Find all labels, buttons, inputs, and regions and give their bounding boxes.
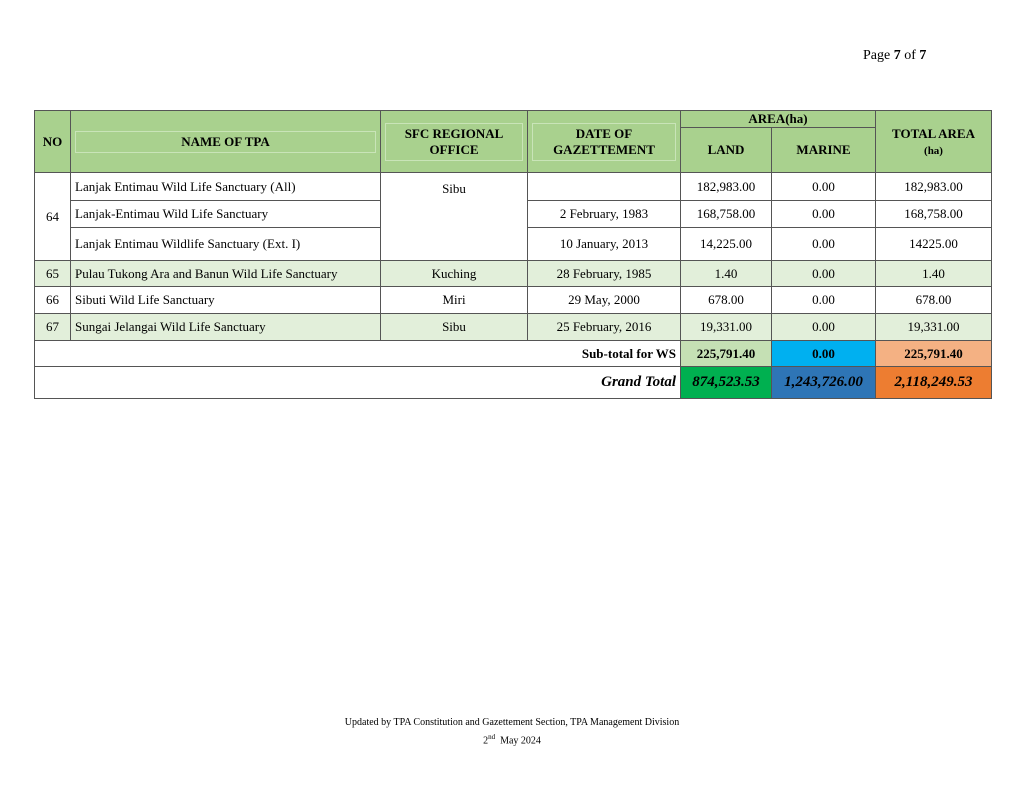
row-no: 66 — [35, 287, 71, 314]
row-total: 14225.00 — [876, 228, 992, 261]
row-total: 1.40 — [876, 261, 992, 287]
row-marine: 0.00 — [772, 261, 876, 287]
page-of: of — [904, 48, 916, 63]
row-date: 29 May, 2000 — [528, 287, 681, 314]
row-land: 182,983.00 — [681, 173, 772, 201]
subtotal-total: 225,791.40 — [876, 341, 992, 367]
header-no: NO — [35, 111, 71, 173]
row-marine: 0.00 — [772, 287, 876, 314]
subtotal-row — [35, 341, 992, 367]
footer — [0, 716, 1024, 748]
subtotal-label: Sub-total for WS — [35, 341, 681, 367]
row-office: Sibu — [381, 173, 528, 261]
row-office: Sibu — [381, 314, 528, 341]
page-label: Page — [863, 48, 891, 63]
row-name: Lanjak Entimau Wildlife Sanctuary (Ext. I) — [71, 228, 381, 261]
table-row — [35, 314, 992, 341]
row-date: 25 February, 2016 — [528, 314, 681, 341]
grand-total-total: 2,118,249.53 — [876, 367, 992, 399]
row-total: 168,758.00 — [876, 201, 992, 228]
row-date: 28 February, 1985 — [528, 261, 681, 287]
table-row — [35, 261, 992, 287]
row-land: 168,758.00 — [681, 201, 772, 228]
row-land: 14,225.00 — [681, 228, 772, 261]
grand-total-land: 874,523.53 — [681, 367, 772, 399]
page-current: 7 — [893, 48, 901, 63]
row-date-redacted — [528, 173, 681, 201]
row-office: Kuching — [381, 261, 528, 287]
tpa-table — [34, 110, 992, 399]
row-name: Lanjak-Entimau Wild Life Sanctuary — [71, 201, 381, 228]
row-no: 67 — [35, 314, 71, 341]
row-name: Sibuti Wild Life Sanctuary — [71, 287, 381, 314]
subtotal-land: 225,791.40 — [681, 341, 772, 367]
header-date: DATE OF GAZETTEMENT — [528, 111, 681, 173]
header-area: AREA(ha) — [681, 111, 876, 128]
row-land: 678.00 — [681, 287, 772, 314]
table-row — [35, 173, 992, 201]
grand-total-label: Grand Total — [35, 367, 681, 399]
header-office: SFC REGIONAL OFFICE — [381, 111, 528, 173]
row-land: 19,331.00 — [681, 314, 772, 341]
row-name: Lanjak Entimau Wild Life Sanctuary (All) — [71, 173, 381, 201]
row-no: 64 — [35, 173, 71, 261]
row-no: 65 — [35, 261, 71, 287]
subtotal-marine: 0.00 — [772, 341, 876, 367]
page-total: 7 — [919, 48, 927, 63]
row-name: Sungai Jelangai Wild Life Sanctuary — [71, 314, 381, 341]
row-marine: 0.00 — [772, 173, 876, 201]
row-date: 2 February, 1983 — [528, 201, 681, 228]
header-total-area: TOTAL AREA (ha) — [876, 111, 992, 173]
row-total: 19,331.00 — [876, 314, 992, 341]
row-office: Miri — [381, 287, 528, 314]
footer-date: 2nd May 2024 — [483, 733, 541, 747]
row-date: 10 January, 2013 — [528, 228, 681, 261]
row-marine: 0.00 — [772, 228, 876, 261]
row-land: 1.40 — [681, 261, 772, 287]
table-row — [35, 287, 992, 314]
row-total: 678.00 — [876, 287, 992, 314]
page-number — [863, 48, 926, 64]
row-marine: 0.00 — [772, 314, 876, 341]
row-marine: 0.00 — [772, 201, 876, 228]
grand-total-marine: 1,243,726.00 — [772, 367, 876, 399]
grand-total-row — [35, 367, 992, 399]
row-name: Pulau Tukong Ara and Banun Wild Life Sanctuary — [71, 261, 381, 287]
header-land: LAND — [681, 128, 772, 173]
footer-updated-by: Updated by TPA Constitution and Gazettement Section, TPA Management Division — [344, 717, 680, 728]
row-total: 182,983.00 — [876, 173, 992, 201]
header-marine: MARINE — [772, 128, 876, 173]
header-name: NAME OF TPA — [71, 111, 381, 173]
